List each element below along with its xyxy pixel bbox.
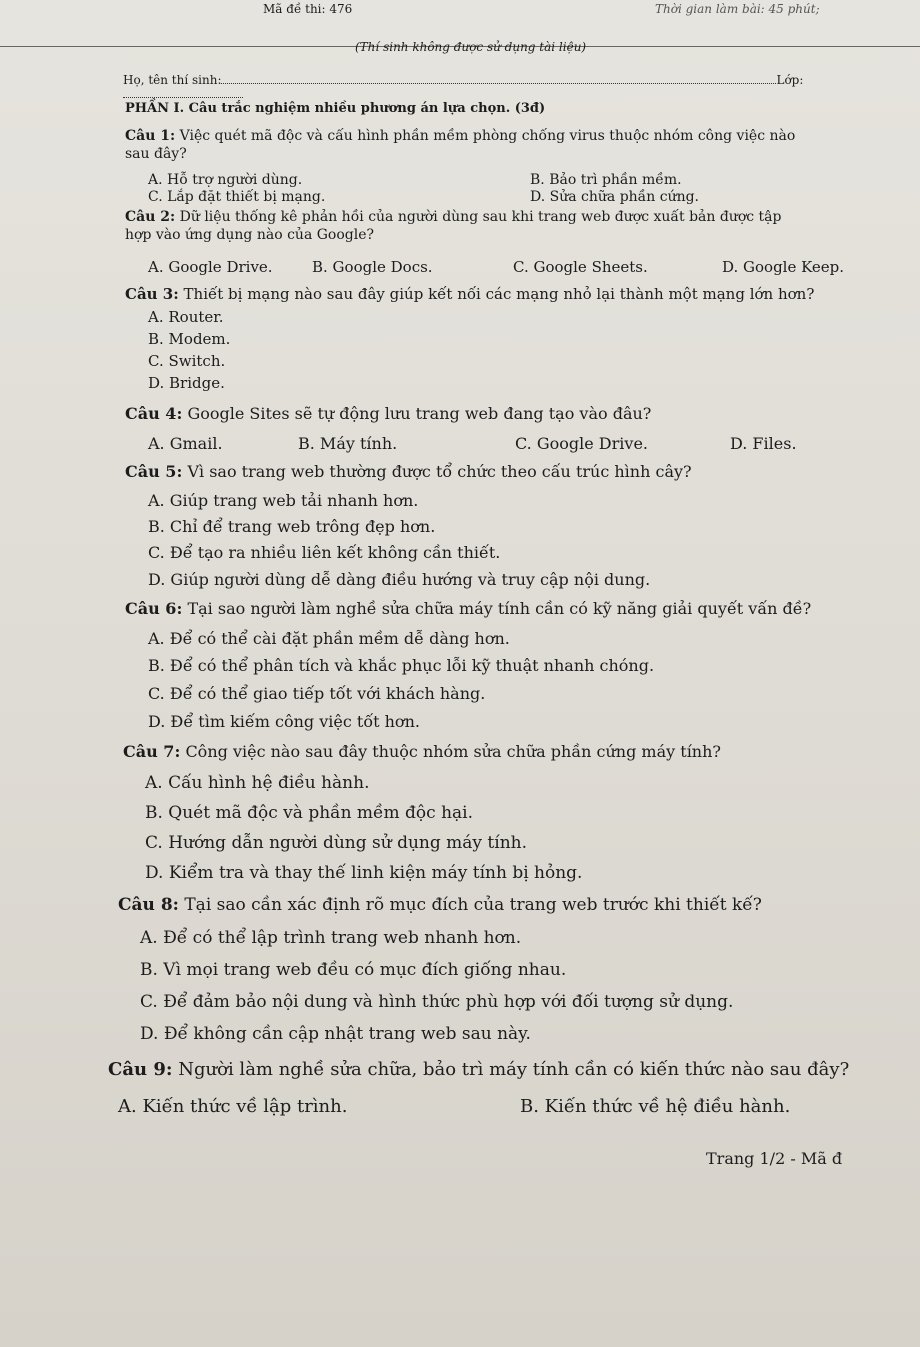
- q7-option-b: B. Quét mã độc và phần mềm độc hại.: [145, 803, 473, 823]
- question-4-line-1: [125, 405, 651, 423]
- q5-option-d: D. Giúp người dùng dễ dàng điều hướng và truy cập nội dung.: [148, 570, 651, 589]
- exam-time: Thời gian làm bài: 45 phút;: [655, 2, 820, 16]
- exam-code: Mã đề thi: 476: [263, 2, 353, 16]
- q2-text-2: hợp vào ứng dụng nào của Google?: [125, 227, 375, 243]
- q4-option-a: A. Gmail.: [148, 434, 223, 453]
- q3-option-d: D. Bridge.: [148, 374, 225, 392]
- q3-label: Câu 3:: [125, 285, 179, 303]
- exam-note: (Thí sinh không được sử dụng tài liệu): [355, 40, 587, 54]
- q5-option-c: C. Để tạo ra nhiều liên kết không cần thiết.: [148, 543, 501, 562]
- q2-option-c: C. Google Sheets.: [513, 258, 648, 276]
- q5-option-a: A. Giúp trang web tải nhanh hơn.: [148, 491, 419, 510]
- student-name-label: Họ, tên thí sinh:: [123, 73, 222, 87]
- question-1-line-1: [125, 128, 795, 144]
- question-5-line-1: [125, 463, 692, 481]
- q6-option-d: D. Để tìm kiếm công việc tốt hơn.: [148, 712, 420, 731]
- q4-option-c: C. Google Drive.: [515, 434, 648, 453]
- class-label: Lớp:: [776, 73, 804, 87]
- q5-label: Câu 5:: [125, 462, 183, 481]
- q9-label: Câu 9:: [108, 1059, 173, 1080]
- question-7-line-1: [123, 743, 721, 761]
- q2-option-a: A. Google Drive.: [148, 258, 273, 276]
- q8-label: Câu 8:: [118, 895, 179, 915]
- q9-option-a: A. Kiến thức về lập trình.: [118, 1096, 348, 1117]
- class-dotted-line: [123, 97, 243, 98]
- q3-option-b: B. Modem.: [148, 330, 231, 348]
- q8-option-a: A. Để có thể lập trình trang web nhanh hơn.: [140, 928, 522, 948]
- section-title: PHẦN I. Câu trắc nghiệm nhiều phương án lựa chọn. (3đ): [125, 101, 546, 116]
- q4-option-d: D. Files.: [730, 434, 797, 453]
- q6-label: Câu 6:: [125, 599, 183, 618]
- q7-option-a: A. Cấu hình hệ điều hành.: [145, 773, 370, 793]
- q2-option-d: D. Google Keep.: [722, 258, 845, 276]
- q5-option-b: B. Chỉ để trang web trông đẹp hơn.: [148, 517, 436, 536]
- q2-label: Câu 2:: [125, 209, 176, 225]
- q9-option-b: B. Kiến thức về hệ điều hành.: [520, 1096, 791, 1117]
- q4-text-1: Google Sites sẽ tự động lưu trang web đang tạo vào đâu?: [187, 404, 652, 423]
- q3-option-c: C. Switch.: [148, 352, 226, 370]
- q2-option-b: B. Google Docs.: [312, 258, 433, 276]
- q7-text-1: Công việc nào sau đây thuộc nhóm sửa chữa phần cứng máy tính?: [185, 742, 721, 761]
- q7-option-c: C. Hướng dẫn người dùng sử dụng máy tính.: [145, 833, 528, 853]
- q8-option-b: B. Vì mọi trang web đều có mục đích giống nhau.: [140, 960, 567, 980]
- q1-option-a: A. Hỗ trợ người dùng.: [148, 172, 303, 188]
- q7-option-d: D. Kiểm tra và thay thế linh kiện máy tính bị hỏng.: [145, 863, 583, 883]
- q1-option-c: C. Lắp đặt thiết bị mạng.: [148, 189, 326, 205]
- q1-label: Câu 1:: [125, 128, 176, 144]
- question-2-line-1: [125, 209, 781, 225]
- q1-text-2: sau đây?: [125, 146, 187, 162]
- q8-option-d: D. Để không cần cập nhật trang web sau này.: [140, 1024, 531, 1044]
- q8-option-c: C. Để đảm bảo nội dung và hình thức phù hợp với đối tượng sử dụng.: [140, 992, 734, 1012]
- student-info-line: [123, 73, 903, 101]
- q5-text-1: Vì sao trang web thường được tổ chức theo cấu trúc hình cây?: [187, 462, 692, 481]
- q6-text-1: Tại sao người làm nghề sửa chữa máy tính cần có kỹ năng giải quyết vấn đề?: [187, 599, 812, 618]
- name-dotted-line: [221, 83, 776, 84]
- q1-option-b: B. Bảo trì phần mềm.: [530, 172, 682, 188]
- q6-option-c: C. Để có thể giao tiếp tốt với khách hàng.: [148, 684, 486, 703]
- q9-text-1: Người làm nghề sửa chữa, bảo trì máy tính cần có kiến thức nào sau đây?: [178, 1059, 850, 1080]
- q6-option-b: B. Để có thể phân tích và khắc phục lỗi kỹ thuật nhanh chóng.: [148, 656, 655, 675]
- q4-label: Câu 4:: [125, 404, 183, 423]
- q4-option-b: B. Máy tính.: [298, 434, 398, 453]
- question-8-line-1: [118, 896, 762, 916]
- q8-text-1: Tại sao cần xác định rõ mục đích của trang web trước khi thiết kế?: [184, 895, 762, 915]
- question-6-line-1: [125, 600, 811, 618]
- q2-text-1: Dữ liệu thống kê phản hồi của người dùng sau khi trang web được xuất bản được tập: [179, 209, 782, 225]
- question-9-line-1: [108, 1060, 849, 1081]
- q1-text-1: Việc quét mã độc và cấu hình phần mềm phòng chống virus thuộc nhóm công việc nào: [179, 128, 796, 144]
- q6-option-a: A. Để có thể cài đặt phần mềm dễ dàng hơn.: [148, 629, 510, 648]
- q3-text-1: Thiết bị mạng nào sau đây giúp kết nối các mạng nhỏ lại thành một mạng lớn hơn?: [183, 285, 815, 303]
- question-3-line-1: [125, 286, 814, 303]
- q1-option-d: D. Sửa chữa phần cứng.: [530, 189, 700, 205]
- q3-option-a: A. Router.: [148, 308, 224, 326]
- page-footer: Trang 1/2 - Mã đ: [706, 1149, 843, 1168]
- q7-label: Câu 7:: [123, 742, 181, 761]
